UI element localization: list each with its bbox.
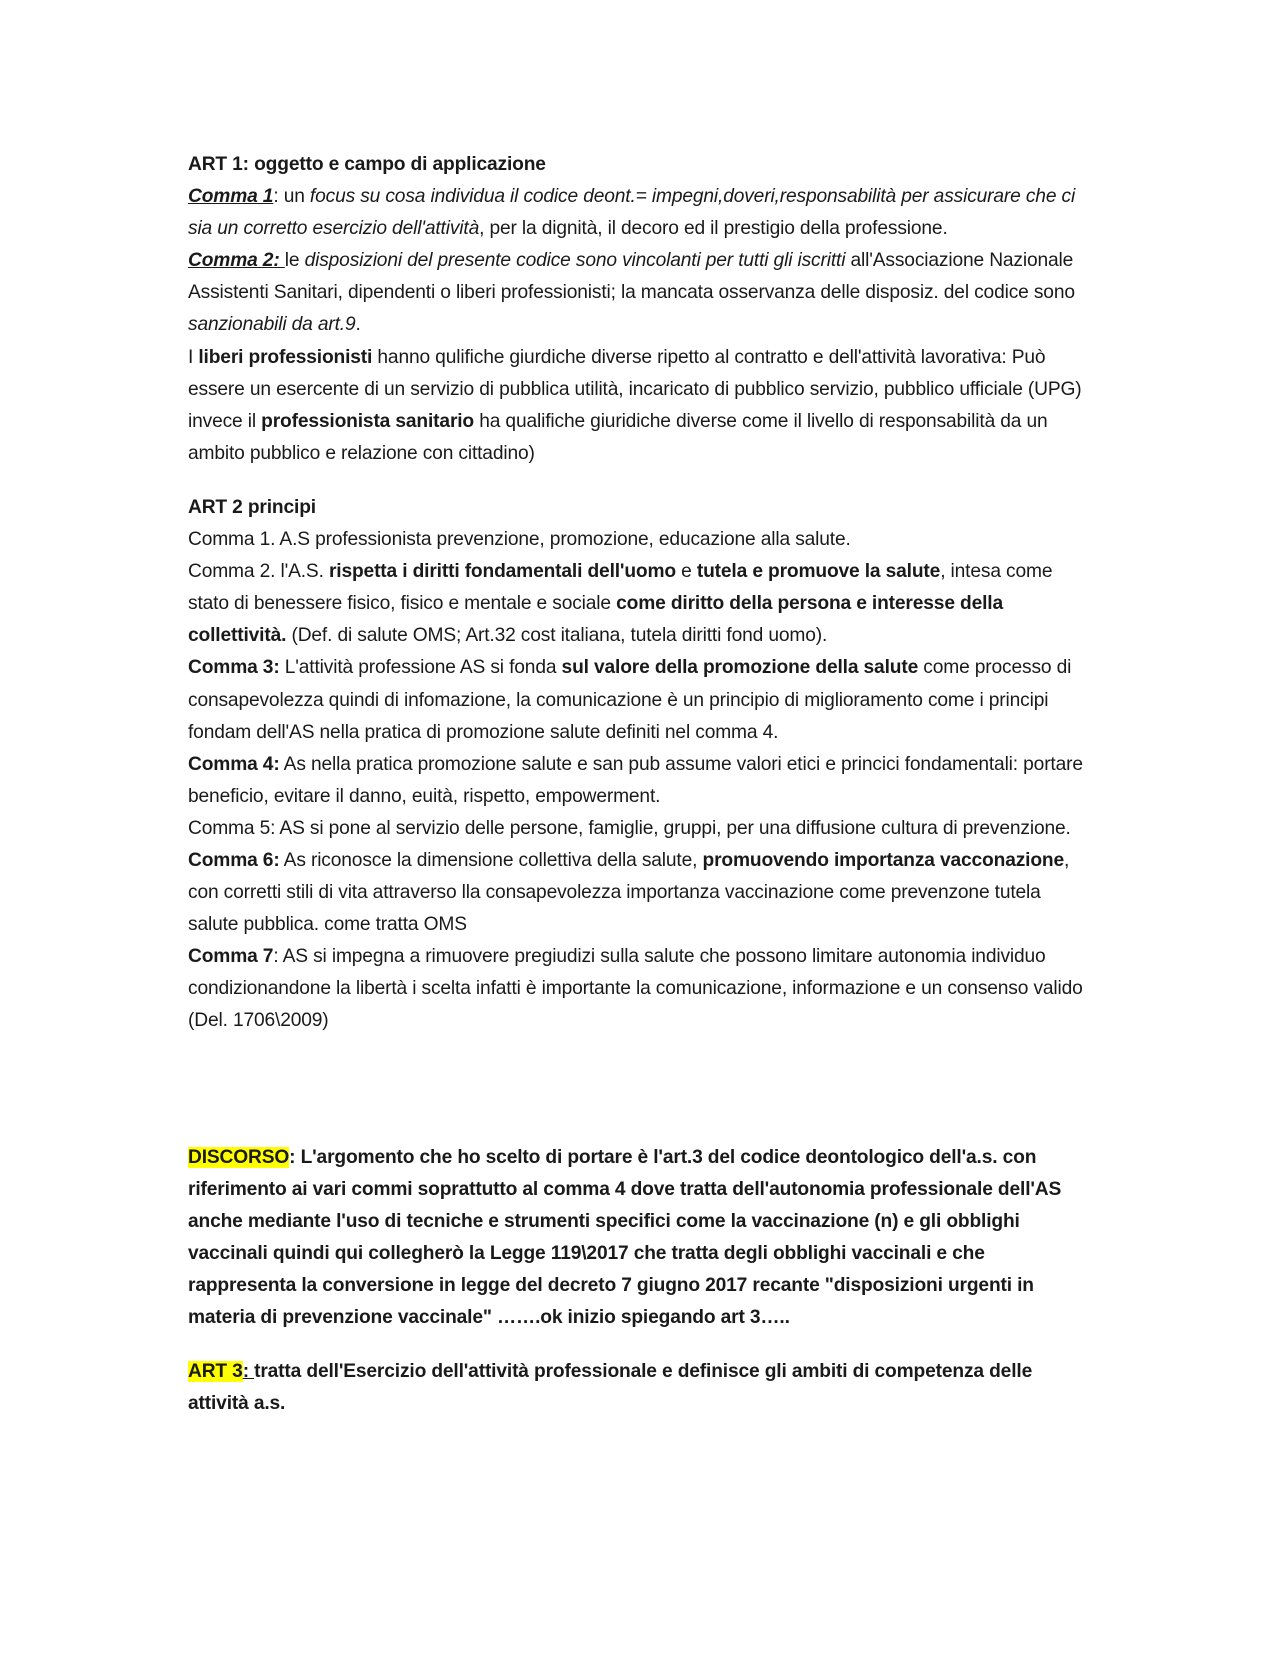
text-run-bold: come diritto della persona e interesse della collettività.: [188, 593, 1003, 647]
text-run: .: [355, 314, 361, 336]
text-run-bold: liberi professionisti: [198, 346, 373, 368]
text-run-bold: promuovendo importanza vacconazione: [702, 849, 1065, 871]
document-page: [188, 149, 1088, 1420]
art1-title: ART 1: oggetto e campo di applicazione: [188, 154, 546, 175]
text-run-bold: rispetta i diritti fondamentali dell'uomo: [328, 561, 676, 583]
text-run: , con corretti stili di vita attraverso lla consapevolezza importanza vaccinazione come prevenzone tutela salute pubblica. come tratta OMS: [188, 849, 1070, 936]
art1-comma2: [188, 245, 1088, 341]
spacer: [188, 1090, 1088, 1142]
art2-comma4: [188, 749, 1088, 813]
text-run: As nella pratica promozione salute e san pub assume valori etici e princici fondamentali: portare beneficio, evitare il danno, euità, rispetto, empowerment.: [188, 753, 1083, 807]
art1-comma1-label: Comma 1: [188, 186, 274, 208]
art2-comma6: [188, 845, 1088, 941]
text-run: ha qualifiche giuridiche diverse come il livello di responsabilità da un ambito pubblico e relazione con cittadino): [188, 410, 1048, 464]
discorso-paragraph: [188, 1142, 1088, 1335]
discorso-text: : L'argomento che ho scelto di portare è l'art.3 del codice deontologico dell'a.s. con riferimento ai vari commi soprattutto al comma 4 dove tratta dell'autonomia professionale dell'AS anche mediante l'uso di tecniche e strumenti specifici come la vaccinazione (n) e gli obblighi vaccinali quindi qui collegherò la Legge 119\2017 che tratta degli obblighi vaccinali e che rappresenta la conversione in legge del decreto 7 giugno 2017 recante "disposizioni urgenti in materia di prevenzione vaccinale" …….ok inizio spiegando art 3…..: [188, 1146, 1062, 1328]
art2-comma3-label: Comma 3:: [188, 657, 280, 679]
text-run: , intesa come stato di benessere fisico, fisico e mentale e sociale: [188, 561, 1053, 615]
art1-liberi-professionisti: [188, 342, 1088, 470]
art2-comma7: [188, 941, 1088, 1037]
discorso-label-highlight: DISCORSO: [188, 1146, 290, 1168]
text-run-bold: professionista sanitario: [261, 410, 475, 432]
spacer: [188, 470, 1088, 492]
text-run: come processo di consapevolezza quindi di infomazione, la comunicazione è un principio di miglioramento come i principi fondam dell'AS nella pratica di promozione salute definiti nel comma 4.: [188, 657, 1072, 743]
art2-comma7-label: Comma 7: [188, 946, 274, 968]
text-run: I: [188, 346, 199, 368]
art2-comma5: Comma 5: AS si pone al servizio delle persone, famiglie, gruppi, per una diffusione cultura di prevenzione.: [188, 817, 1071, 839]
art2-comma2: [188, 556, 1088, 652]
text-run: le: [284, 250, 305, 272]
text-run-italic: focus su cosa individua il codice deont.= impegni,doveri,responsabilità per assicurare che ci sia un corretto esercizio dell'attività: [188, 186, 1076, 240]
text-run-bold: tutela e promuove la salute: [696, 561, 941, 583]
art3-text: tratta dell'Esercizio dell'attività professionale e definisce gli ambiti di competenza delle attività a.s.: [188, 1361, 1033, 1415]
art3-label-highlight: ART 3: [188, 1361, 243, 1383]
text-run: : AS si impegna a rimuovere pregiudizi sulla salute che possono limitare autonomia individuo condizionandone la libertà i scelta infatti è importante la comunicazione, informazione e un consenso valido (Del. 1706\2009): [188, 946, 1083, 1032]
art3-colon: :: [242, 1361, 255, 1383]
spacer: [188, 1334, 1088, 1356]
art3-paragraph: [188, 1356, 1088, 1420]
spacer: [188, 1038, 1088, 1090]
art1-comma2-label: Comma 2:: [188, 250, 285, 272]
art2-title: ART 2 principi: [188, 496, 316, 518]
text-run: hanno qulifiche giurdiche diverse ripetto al contratto e dell'attività lavorativa: Può essere un esercente di un servizio di pubblica utilità, incaricato di pubblico servizio, pubblico ufficiale (UPG) invece il: [188, 346, 1082, 432]
text-run-italic: sanzionabili da art.9: [188, 314, 356, 336]
text-run: : un: [273, 186, 310, 208]
text-run: , per la dignità, il decoro ed il prestigio della professione.: [479, 218, 948, 240]
art2-comma3: [188, 652, 1088, 748]
art2-comma1: Comma 1. A.S professionista prevenzione, promozione, educazione alla salute.: [188, 529, 851, 551]
text-run: (Def. di salute OMS; Art.32 cost italiana, tutela diritti fond uomo).: [286, 625, 828, 647]
art2-comma6-label: Comma 6:: [188, 849, 280, 871]
art2-comma4-label: Comma 4:: [188, 753, 280, 775]
text-run: L'attività professione AS si fonda: [279, 657, 562, 679]
text-run-italic: disposizioni del presente codice sono vincolanti per tutti gli iscritti: [304, 250, 846, 272]
text-run: e: [675, 561, 697, 583]
art1-comma1: [188, 181, 1088, 245]
text-run: Comma 2. l'A.S.: [188, 561, 329, 583]
text-run-bold: sul valore della promozione della salute: [561, 657, 919, 679]
text-run: As riconosce la dimensione collettiva della salute,: [279, 849, 703, 871]
text-run: all'Associazione Nazionale Assistenti Sanitari, dipendenti o liberi professionisti; la mancata osservanza delle disposiz. del codice sono: [188, 250, 1075, 304]
